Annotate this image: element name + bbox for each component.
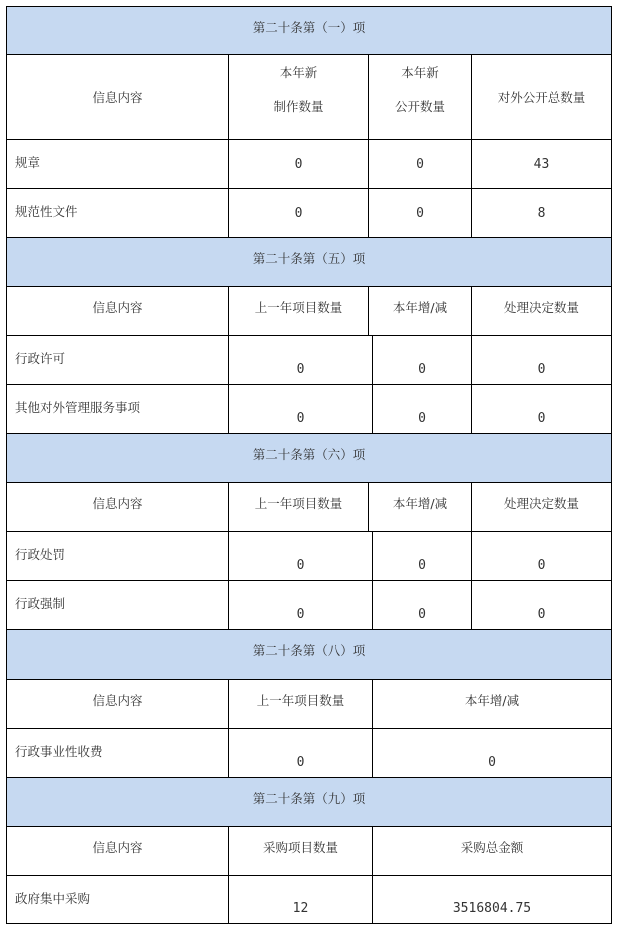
row-label-text: 行政许可 bbox=[15, 351, 66, 366]
row-label bbox=[6, 875, 229, 924]
value-cell bbox=[471, 335, 612, 385]
value-text: 0 bbox=[296, 558, 305, 573]
header-cell bbox=[368, 482, 472, 532]
value-cell bbox=[372, 875, 612, 924]
value-cell bbox=[471, 384, 612, 434]
value-text: 0 bbox=[296, 755, 305, 770]
value-cell bbox=[372, 728, 612, 778]
row-label bbox=[6, 139, 229, 189]
header-cell bbox=[228, 826, 373, 876]
value-cell bbox=[228, 728, 373, 778]
row-label-text: 行政处罚 bbox=[15, 547, 66, 562]
value-text: 0 bbox=[296, 607, 305, 622]
header-cell bbox=[228, 286, 369, 336]
header-cell bbox=[6, 286, 229, 336]
header-label: 上一年项目数量 bbox=[256, 693, 345, 708]
section-title bbox=[6, 433, 612, 483]
row-label-text: 政府集中采购 bbox=[15, 891, 91, 906]
value-text: 0 bbox=[537, 411, 546, 426]
header-cell bbox=[6, 679, 229, 729]
header-cell bbox=[6, 826, 229, 876]
header-label: 对外公开总数量 bbox=[497, 90, 586, 105]
row-label-text: 行政强制 bbox=[15, 596, 66, 611]
header-label: 本年增/减 bbox=[464, 693, 520, 708]
value-text: 0 bbox=[418, 607, 426, 622]
header-cell bbox=[368, 286, 472, 336]
header-label: 制作数量 bbox=[273, 98, 324, 114]
header-label: 本年新 bbox=[279, 65, 318, 80]
value-cell bbox=[372, 384, 472, 434]
row-label bbox=[6, 580, 229, 630]
value-text: 12 bbox=[292, 901, 309, 916]
value-cell bbox=[228, 188, 369, 238]
header-label: 信息内容 bbox=[92, 840, 143, 855]
value-cell bbox=[471, 139, 612, 189]
section-title-text: 第二十条第（五）项 bbox=[252, 251, 366, 266]
row-label bbox=[6, 384, 229, 434]
section-title bbox=[6, 777, 612, 827]
header-label: 上一年项目数量 bbox=[254, 496, 343, 511]
header-cell bbox=[471, 482, 612, 532]
section-title bbox=[6, 6, 612, 55]
value-text: 0 bbox=[294, 205, 303, 221]
value-text: 0 bbox=[296, 362, 305, 377]
row-label bbox=[6, 728, 229, 778]
header-cell bbox=[6, 482, 229, 532]
section-title-text: 第二十条第（八）项 bbox=[252, 643, 366, 658]
header-label: 信息内容 bbox=[92, 693, 143, 708]
value-text: 0 bbox=[537, 607, 546, 622]
value-cell bbox=[471, 531, 612, 581]
section-title bbox=[6, 629, 612, 680]
value-cell bbox=[372, 335, 472, 385]
row-label bbox=[6, 188, 229, 238]
header-cell bbox=[372, 826, 612, 876]
header-label: 处理决定数量 bbox=[503, 496, 579, 511]
header-label: 公开数量 bbox=[394, 98, 445, 114]
value-cell bbox=[471, 188, 612, 238]
value-cell bbox=[368, 188, 472, 238]
header-label: 本年新 bbox=[401, 65, 439, 80]
header-label: 采购项目数量 bbox=[262, 840, 338, 855]
header-label: 信息内容 bbox=[92, 300, 143, 315]
value-text: 0 bbox=[418, 411, 426, 426]
row-label-text: 规范性文件 bbox=[15, 204, 78, 219]
header-label: 信息内容 bbox=[92, 90, 143, 105]
header-cell bbox=[228, 679, 373, 729]
section-title-text: 第二十条第（九）项 bbox=[252, 791, 366, 806]
header-cell bbox=[372, 679, 612, 729]
header-cell bbox=[228, 54, 369, 140]
header-cell bbox=[6, 54, 229, 140]
header-label: 处理决定数量 bbox=[503, 300, 579, 315]
value-text: 8 bbox=[537, 205, 546, 221]
value-cell bbox=[228, 531, 373, 581]
value-text: 0 bbox=[418, 558, 426, 573]
value-text: 43 bbox=[533, 156, 550, 172]
value-text: 0 bbox=[294, 156, 303, 172]
section-title-text: 第二十条第（一）项 bbox=[252, 20, 366, 35]
value-cell bbox=[372, 531, 472, 581]
value-cell bbox=[228, 384, 373, 434]
value-cell bbox=[228, 580, 373, 630]
header-label: 本年增/减 bbox=[392, 300, 448, 315]
value-cell bbox=[228, 335, 373, 385]
header-cell bbox=[471, 286, 612, 336]
section-title-text: 第二十条第（六）项 bbox=[252, 447, 366, 462]
row-label-text: 行政事业性收费 bbox=[15, 744, 103, 759]
value-text: 0 bbox=[416, 156, 424, 172]
value-text: 0 bbox=[296, 411, 305, 426]
row-label-text: 其他对外管理服务事项 bbox=[15, 400, 141, 415]
header-label: 本年增/减 bbox=[392, 496, 448, 511]
header-label: 上一年项目数量 bbox=[254, 300, 343, 315]
row-label bbox=[6, 335, 229, 385]
header-cell bbox=[228, 482, 369, 532]
value-cell bbox=[368, 139, 472, 189]
section-title bbox=[6, 237, 612, 287]
value-text: 0 bbox=[537, 362, 546, 377]
value-cell bbox=[228, 139, 369, 189]
value-text: 0 bbox=[416, 205, 424, 221]
value-text: 0 bbox=[537, 558, 546, 573]
header-label: 信息内容 bbox=[92, 496, 143, 511]
header-cell bbox=[368, 54, 472, 140]
row-label-text: 规章 bbox=[15, 155, 41, 170]
value-text: 0 bbox=[418, 362, 426, 377]
header-label: 采购总金额 bbox=[460, 840, 524, 855]
row-label bbox=[6, 531, 229, 581]
value-text: 3516804.75 bbox=[452, 901, 532, 916]
value-cell bbox=[471, 580, 612, 630]
value-cell bbox=[228, 875, 373, 924]
value-text: 0 bbox=[488, 755, 496, 770]
header-cell bbox=[471, 54, 612, 140]
value-cell bbox=[372, 580, 472, 630]
